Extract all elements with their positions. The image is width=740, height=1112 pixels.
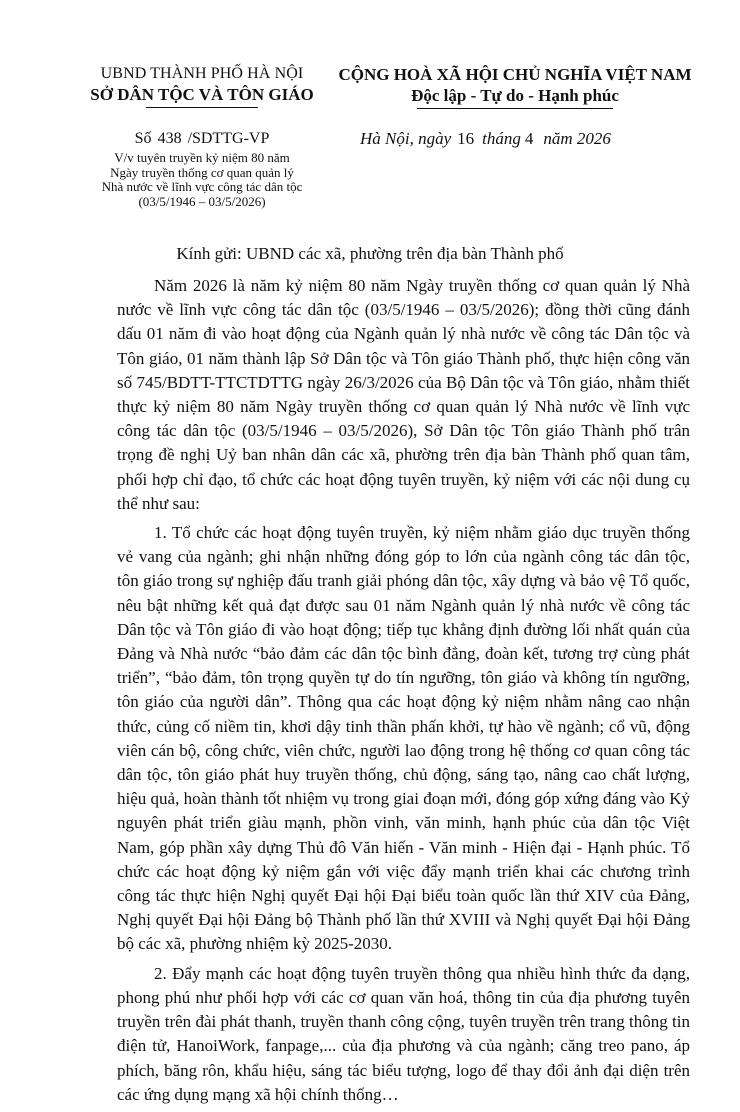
document-number [62,129,342,149]
subject-line: V/v tuyên truyền kỷ niệm 80 năm [114,150,290,165]
date-year: năm 2026 [543,129,611,148]
place-prefix: Hà Nội, ngày [360,129,452,148]
item-2-paragraph: 2. Đẩy mạnh các hoạt động tuyên truyền thông qua nhiều hình thức đa dạng, phong phú như phối hợp với các cơ quan văn hoá, thông tin của địa phương tuyên truyền trên đài phát thanh, truyền thanh công cộng, tuyên truyền trên trang thông tin điện tử, HanoiWork, fanpage,... của địa phương và của ngành; căng treo pano, áp phích, băng rôn, khẩu hiệu, sáng tác biểu tượng, logo để thay đổi ảnh đại diện trên các ứng dụng mạng xã hội chính thống… [117,963,690,1104]
date-month: 4 [524,129,534,148]
national-title-block [330,64,700,109]
parent-agency: UBND THÀNH PHỐ HÀ NỘI [100,65,304,82]
place-and-date [360,129,680,149]
motto-underline [417,108,613,109]
subject-line: (03/5/1946 – 03/5/2026) [138,193,266,209]
document-body [117,274,690,1112]
agency-underline [146,107,258,108]
national-title: CỘNG HOÀ XÃ HỘI CHỦ NGHĨA VIỆT NAM [338,65,692,84]
national-motto: Độc lập - Tự do - Hạnh phúc [411,86,619,105]
date-day: 16 [457,129,475,148]
subject-line: Nhà nước về lĩnh vực công tác dân tộc [101,179,303,194]
subject-line: Ngày truyền thống cơ quan quản lý [110,164,294,180]
item-1-paragraph: 1. Tổ chức các hoạt động tuyên truyền, kỷ niệm nhằm giáo dục truyền thống vẻ vang của ngành; ghi nhận những đóng góp to lớn của ngành công tác dân tộc, tôn giáo trong sự nghiệp đấu tranh giải phóng dân tộc, xây dựng và bảo vệ Tổ quốc, nêu bật những kết quả đạt được sau 01 năm Ngành quản lý nhà nước về công tác Dân tộc và Tôn giáo đi vào hoạt động; tiếp tục khẳng định đường lối nhất quán của Đảng và Nhà nước “bảo đảm các dân tộc bình đẳng, đoàn kết, tương trợ cùng phát triển”, “bảo đảm, tôn trọng quyền tự do tín ngưỡng, tôn giáo và không tín ngưỡng, tôn giáo của người dân”. Thông qua các hoạt động kỷ niệm nhằm nâng cao nhận thức, củng cố niềm tin, khơi dậy tinh thần phấn khởi, tự hào về ngành; cổ vũ, động viên cán bộ, công chức, viên chức, người lao động trong hệ thống cơ quan công tác dân tộc, tôn giáo phát huy truyền thống, chủ động, sáng tạo, nâng cao chất lượng, hiệu quả, hoàn thành tốt nhiệm vụ trong giai đoạn mới, đóng góp xứng đáng vào Kỷ nguyên phát triển giàu mạnh, phồn vinh, văn minh, hạnh phúc của dân tộc Việt Nam, góp phần xây dựng Thủ đô Văn hiến - Văn minh - Hiện đại - Hạnh phúc. Tổ chức các hoạt động kỷ niệm gắn với việc đẩy mạnh triển khai các chương trình công tác thực hiện Nghị quyết Đại hội Đại biểu toàn quốc lần thứ XIV của Đảng, Nghị quyết Đại hội Đảng bộ Thành phố lần thứ XVIII và Nghị quyết Đại hội Đảng bộ các xã, phường nhiệm kỳ 2025-2030. [117,523,690,954]
number-label: Số [134,130,152,147]
issuing-agency-block [62,64,342,108]
document-subject [62,151,342,209]
number-value: 438 [157,130,182,147]
recipient-line: Kính gửi: UBND các xã, phường trên địa bàn Thành phố [176,244,564,263]
month-label: tháng [482,129,521,148]
agency-name: SỞ DÂN TỘC VÀ TÔN GIÁO [90,85,314,104]
intro-paragraph: Năm 2026 là năm kỷ niệm 80 năm Ngày truyền thống cơ quan quản lý Nhà nước về lĩnh vực công tác dân tộc (03/5/1946 – 03/5/2026); đồng thời cũng đánh dấu 01 năm đi vào hoạt động của Ngành quản lý nhà nước về công tác Dân tộc và Tôn giáo, 01 năm thành lập Sở Dân tộc và Tôn giáo Thành phố, thực hiện công văn số 745/BDTT-TTCTDTTG ngày 26/3/2026 của Bộ Dân tộc và Tôn giáo, nhằm thiết thực kỷ niệm 80 năm Ngày truyền thống cơ quan quản lý Nhà nước về lĩnh vực công tác dân tộc (03/5/1946 – 03/5/2026), Sở Dân tộc Tôn giáo Thành phố trân trọng đề nghị Uỷ ban nhân dân các xã, phường trên địa bàn Thành phố quan tâm, phối hợp chỉ đạo, tổ chức các hoạt động tuyên truyền, kỷ niệm với các nội dung cụ thể như sau: [117,276,690,513]
number-code: /SDTTG-VP [187,130,270,147]
